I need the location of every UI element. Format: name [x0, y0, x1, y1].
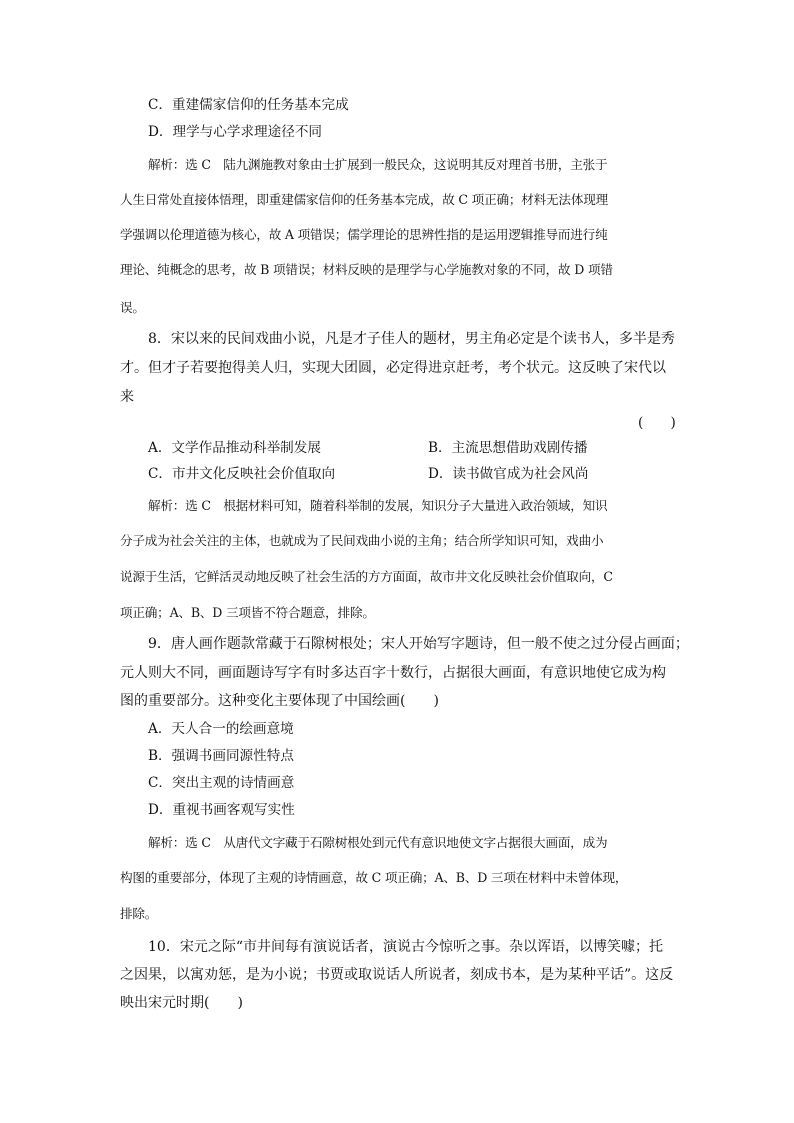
q9-option-d: D．重视书画客观写实性	[148, 802, 295, 818]
q9-stem-line: 元人则大不同，画面题诗写字有时多达百字十数行，占据很大画面，有意识地使它成为构	[120, 665, 666, 681]
q10-stem-line: 之因果，以寓劝惩，是为小说；书贾或取说话人所说者，刻成书本，是为某种平话”。这反	[120, 967, 674, 983]
q9-explanation-line: 解析：选 C 从唐代文字藏于石隙树根处到元代有意识地使文字占据很大画面，成为	[148, 835, 608, 850]
q8-explanation-line: 解析：选 C 根据材料可知，随着科举制的发展，知识分子大量进入政治领域，知识	[148, 498, 608, 513]
q10-stem-line: 映出宋元时期( )	[120, 995, 243, 1011]
q8-answer-parentheses: ( )	[638, 415, 676, 431]
q8-option-c: C．市井文化反映社会价值取向	[148, 466, 336, 482]
q7-explanation-line: 学强调以伦理道德为核心，故 A 项错误；儒学理论的思辨性指的是运用逻辑推导而进行纯	[120, 227, 608, 242]
q9-explanation-line: 排除。	[120, 906, 158, 921]
q8-explanation-line: 说源于生活，它鲜活灵动地反映了社会生活的方方面面，故市井文化反映社会价值取向，C	[120, 569, 613, 584]
q7-explanation-line: 解析：选 C 陆九渊施教对象由士扩展到一般民众，这说明其反对理首书册，主张于	[148, 157, 608, 172]
q7-option-d: D．理学与心学求理途径不同	[148, 124, 323, 140]
q10-stem-line: 10．宋元之际“市井间每有演说话者，演说古今惊听之事。杂以诨语，以博笑噱；托	[148, 939, 663, 955]
q7-option-c: C．重建儒家信仰的任务基本完成	[148, 97, 349, 113]
q8-explanation-line: 分子成为社会关注的主体，也就成为了民间戏曲小说的主角；结合所学知识可知，戏曲小	[120, 533, 604, 548]
q9-explanation-line: 构图的重要部分，体现了主观的诗情画意，故 C 项正确；A、B、D 三项在材料中未曾体现，	[120, 870, 628, 885]
q8-stem-line: 来	[120, 389, 134, 405]
q9-option-a: A．天人合一的绘画意境	[148, 721, 294, 737]
q8-option-b: B．主流思想借助戏剧传播	[428, 440, 588, 456]
q8-explanation-line: 项正确；A、B、D 三项皆不符合题意，排除。	[120, 605, 375, 620]
q7-explanation-line: 理论、纯概念的思考，故 B 项错误；材料反映的是理学与心学施教对象的不同，故 D 项错	[120, 262, 613, 277]
q8-option-a: A．文学作品推动科举制发展	[148, 440, 321, 456]
q9-option-b: B．强调书画同源性特点	[148, 748, 294, 764]
q9-option-c: C．突出主观的诗情画意	[148, 775, 295, 791]
q8-stem-line: 8．宋以来的民间戏曲小说，凡是才子佳人的题材，男主角必定是个读书人，多半是秀	[148, 331, 675, 347]
q8-stem-line: 才。但才子若要抱得美人归，实现大团圆，必定得进京赶考，考个状元。这反映了宋代以	[120, 360, 666, 376]
q9-stem-line: 9．唐人画作题款常藏于石隙树根处；宋人开始写字题诗，但一般不使之过分侵占画面；	[148, 636, 689, 652]
q9-stem-line: 图的重要部分。这种变化主要体现了中国绘画( )	[120, 693, 439, 709]
q8-option-d: D．读书做官成为社会风尚	[428, 466, 589, 482]
q7-explanation-line: 人生日常处直接体悟理，即重建儒家信仰的任务基本完成，故 C 项正确；材料无法体现理	[120, 192, 609, 207]
q7-explanation-line: 误。	[120, 300, 145, 315]
